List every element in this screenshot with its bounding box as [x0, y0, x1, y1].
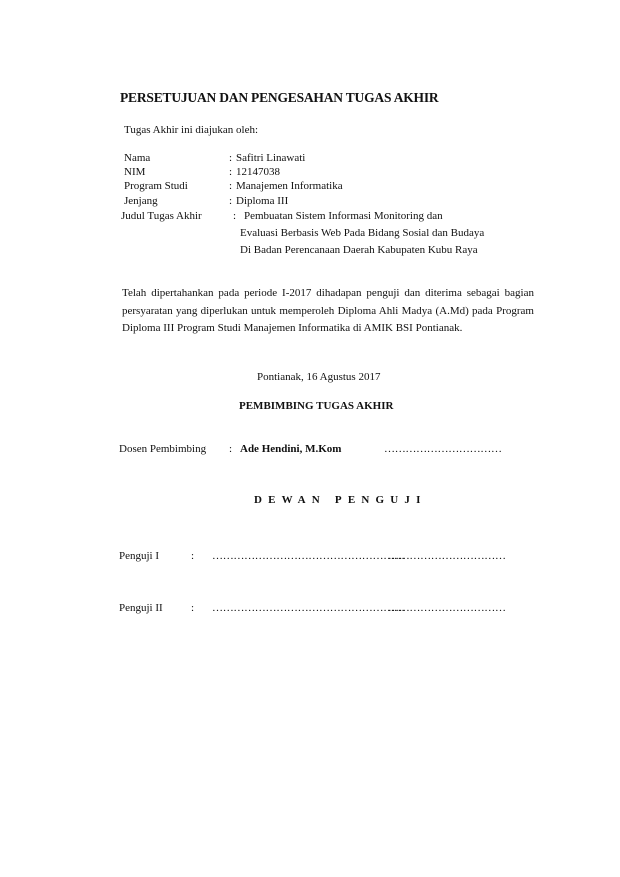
identity-colon-nama: : — [229, 152, 233, 164]
dosen-label: Dosen Pembimbing — [119, 443, 207, 455]
dosen-name: Ade Hendini, M.Kom — [240, 443, 342, 455]
penguji-2-colon: : — [191, 602, 195, 614]
judul-colon: : — [233, 210, 237, 222]
judul-line-2: Evaluasi Berbasis Web Pada Bidang Sosial dan Budaya — [240, 227, 485, 239]
identity-label-nama: Nama — [124, 152, 151, 164]
judul-line-1: Pembuatan Sistem Informasi Monitoring dan — [244, 210, 443, 222]
identity-colon-jenjang: : — [229, 195, 233, 207]
penguji-2-signature-dots: …………………………… — [388, 602, 506, 614]
dosen-signature-dots: …………………………… — [384, 443, 502, 455]
penguji-1-name-dots: ……………………………………………… — [212, 550, 405, 562]
intro-text: Tugas Akhir ini diajukan oleh: — [124, 124, 259, 136]
identity-label-nim: NIM — [124, 166, 146, 178]
identity-value-jenjang: Diploma III — [236, 195, 289, 207]
dewan-heading: DEWAN PENGUJI — [254, 494, 427, 506]
penguji-1-colon: : — [191, 550, 195, 562]
penguji-2-name-dots: ……………………………………………… — [212, 602, 405, 614]
penguji-2-label: Penguji II — [119, 602, 163, 614]
identity-colon-program-studi: : — [229, 180, 233, 192]
approval-paragraph: Telah dipertahankan pada periode I-2017 dihadapan penguji dan diterima sebagai bagian persyaratan yang diperlukan untuk memperoleh Diploma Ahli Madya (A.Md) pada Program Diploma III Program Studi Manajemen Informatika di AMIK BSI Pontianak. — [122, 287, 534, 334]
judul-line-3: Di Badan Perencanaan Daerah Kabupaten Kubu Raya — [240, 244, 478, 256]
identity-value-nim: 12147038 — [236, 166, 280, 178]
identity-value-nama: Safitri Linawati — [236, 152, 306, 164]
identity-value-program-studi: Manajemen Informatika — [236, 180, 343, 192]
identity-label-program-studi: Program Studi — [124, 180, 188, 192]
place-date: Pontianak, 16 Agustus 2017 — [257, 371, 381, 383]
document-title: PERSETUJUAN DAN PENGESAHAN TUGAS AKHIR — [120, 90, 439, 105]
identity-label-jenjang: Jenjang — [124, 195, 158, 207]
penguji-1-signature-dots: …………………………… — [388, 550, 506, 562]
judul-label: Judul Tugas Akhir — [121, 210, 202, 222]
pembimbing-heading: PEMBIMBING TUGAS AKHIR — [239, 400, 394, 412]
dosen-colon: : — [229, 443, 233, 455]
penguji-1-label: Penguji I — [119, 550, 160, 562]
identity-colon-nim: : — [229, 166, 233, 178]
